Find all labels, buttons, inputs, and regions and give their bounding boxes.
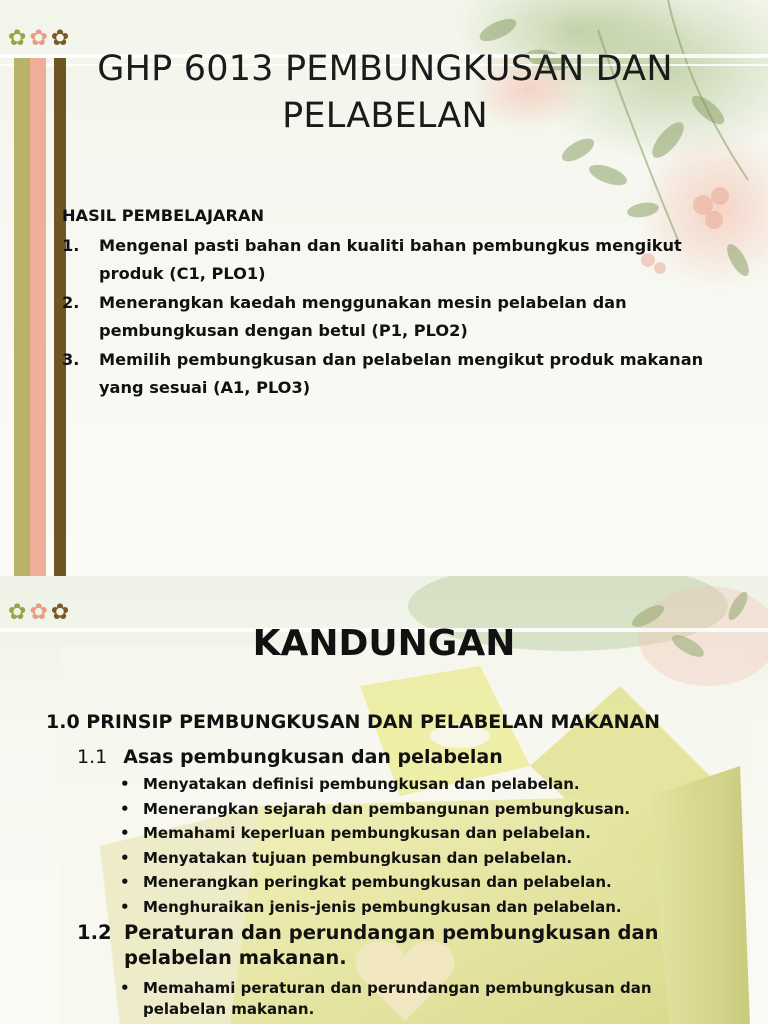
slide-title: KANDUNGAN	[252, 623, 516, 664]
flower-icon: ✿	[50, 600, 70, 625]
flower-icon: ✿	[29, 26, 48, 51]
list-item	[120, 846, 720, 871]
item-text: Memahami peraturan dan perundangan pembungkusan dan pelabelan makanan.	[143, 979, 652, 1018]
slide-title: GHP 6013 PEMBUNGKUSAN DAN PELABELAN	[97, 49, 673, 136]
learning-outcomes-list	[62, 232, 722, 402]
item-number: 1.	[62, 236, 80, 255]
item-text: Memahami keperluan pembungkusan dan pelabelan.	[143, 824, 592, 842]
learning-outcomes-block	[62, 202, 722, 403]
learning-outcomes-heading: HASIL PEMBELAJARAN	[62, 206, 265, 225]
bullet-icon: •	[120, 799, 130, 818]
section-heading: 1.0 PRINSIP PEMBUNGKUSAN DAN PELABELAN MAKANAN	[46, 711, 661, 733]
subsection-title: Peraturan dan perundangan pembungkusan dan pelabelan makanan.	[124, 921, 659, 969]
subsection-heading	[77, 744, 503, 770]
item-text: Menghuraikan jenis-jenis pembungkusan dan pelabelan.	[143, 897, 622, 916]
list-item	[62, 346, 722, 402]
bullet-icon: •	[120, 775, 130, 793]
list-item	[120, 870, 720, 895]
bullet-icon: •	[120, 873, 130, 891]
flower-ornament-icon	[8, 602, 69, 624]
flower-icon: ✿	[50, 26, 70, 51]
subsection-bullet-list	[120, 772, 720, 919]
item-text: Menerangkan peringkat pembungkusan dan pelabelan.	[143, 873, 612, 891]
item-number: 3.	[62, 350, 80, 369]
bullet-icon: •	[120, 897, 130, 916]
flower-icon: ✿	[29, 600, 48, 625]
list-item	[120, 797, 720, 822]
item-text: Menerangkan kaedah menggunakan mesin pelabelan dan pembungkusan dengan betul (P1, PLO2)	[99, 293, 627, 340]
list-item	[120, 821, 720, 846]
item-text: Menyatakan tujuan pembungkusan dan pelabelan.	[143, 848, 573, 867]
item-text: Menyatakan definisi pembungkusan dan pelabelan.	[143, 775, 580, 793]
subsection-bullet-list	[120, 978, 680, 1020]
flower-icon: ✿	[8, 26, 27, 51]
list-item	[62, 232, 722, 288]
list-item	[120, 772, 720, 797]
item-number: 2.	[62, 293, 80, 312]
side-stripe-olive	[14, 58, 30, 576]
list-item	[62, 289, 722, 345]
slide-contents	[0, 576, 768, 1024]
subsection-number: 1.2	[77, 921, 112, 944]
list-item	[120, 978, 680, 1020]
bullet-icon: •	[120, 979, 130, 997]
bullet-icon: •	[120, 824, 130, 842]
bullet-icon: •	[120, 848, 130, 867]
side-stripe-pink	[30, 58, 46, 576]
item-text: Mengenal pasti bahan dan kualiti bahan pembungkus mengikut produk (C1, PLO1)	[99, 236, 682, 283]
list-item	[120, 895, 720, 920]
subsection-heading	[77, 920, 717, 970]
item-text: Menerangkan sejarah dan pembangunan pembungkusan.	[143, 799, 631, 818]
subsection-number: 1.1	[77, 746, 108, 768]
flower-icon: ✿	[8, 600, 27, 625]
subsection-title: Asas pembungkusan dan pelabelan	[123, 746, 503, 768]
item-text: Memilih pembungkusan dan pelabelan mengikut produk makanan yang sesuai (A1, PLO3)	[99, 350, 704, 397]
